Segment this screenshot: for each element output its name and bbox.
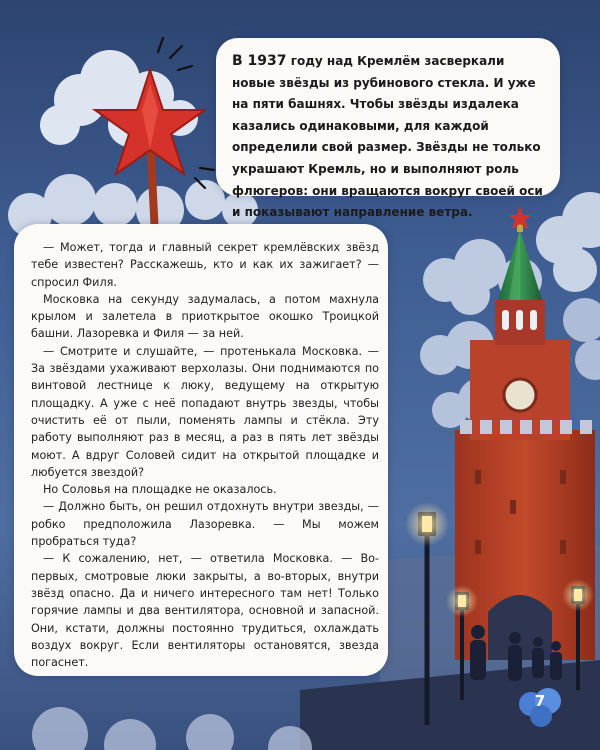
page-number: 7 — [534, 692, 546, 710]
story-paragraph: — Может, тогда и главный секрет кремлёвских звёзд тебе известен? Расскажешь, кто и как их зажигает? — спросил Филя. — [31, 241, 379, 289]
story-paragraph: — Смотрите и слушайте, — протенькала Московка. — За звёздами ухаживают верхолазы. Они поднимаются по винтовой лестнице к люку, ведущему на открытую площадку. А уже с неё попадают внутрь звезды, чтобы очистить её от пыли, поменять лампы и стёкла. Эту работу выполняют раз в месяц, а раз в пять лет звёзды моют. А вдруг Соловей сидит на открытой площадке и любуется звездой? — [31, 344, 379, 479]
fact-callout-box — [216, 38, 560, 220]
story-body — [31, 239, 379, 671]
clock-icon — [504, 379, 536, 411]
story-paragraph: Московка на секунду задумалась, а потом махнула крылом и залетела в приоткрытое окошко Троицкой башни. Лазоревка и Филя — за ней. — [31, 292, 379, 341]
story-paragraph: Но Соловья на площадке не оказалось. — [43, 483, 277, 497]
fact-text: году над Кремлём засверкали новые звёзды из рубинового стекла. И уже на пяти башнях. Чтобы звёзды издалека казались одинаковыми, для каждой определили свой размер. Звёзды не только украшают Кремль, но и выполняют роль флюгеров: они вращаются вокруг своей оси и показывают направление ветра. — [232, 54, 543, 220]
story-paragraph: — Должно быть, он решил отдохнуть внутри звезды, — робко предположила Лазоревка. — Мы можем пробраться туда? — [31, 500, 379, 549]
fact-callout-text — [232, 51, 548, 224]
story-paragraph: — К сожалению, нет, — ответила Московка. — Во-первых, смотровые люки закрыты, а во-вторых, внутри звёзд опасно. Да и ничего интересного там нет! Только горячие лампы и два вентилятора, основной и запасной. Они, кстати, должны постоянно трудиться, охлаждать воздух вокруг. Если вентиляторы остановятся, звезда погаснет. — [31, 552, 379, 670]
story-text-box — [14, 224, 388, 676]
fact-year: В 1937 — [232, 53, 287, 69]
